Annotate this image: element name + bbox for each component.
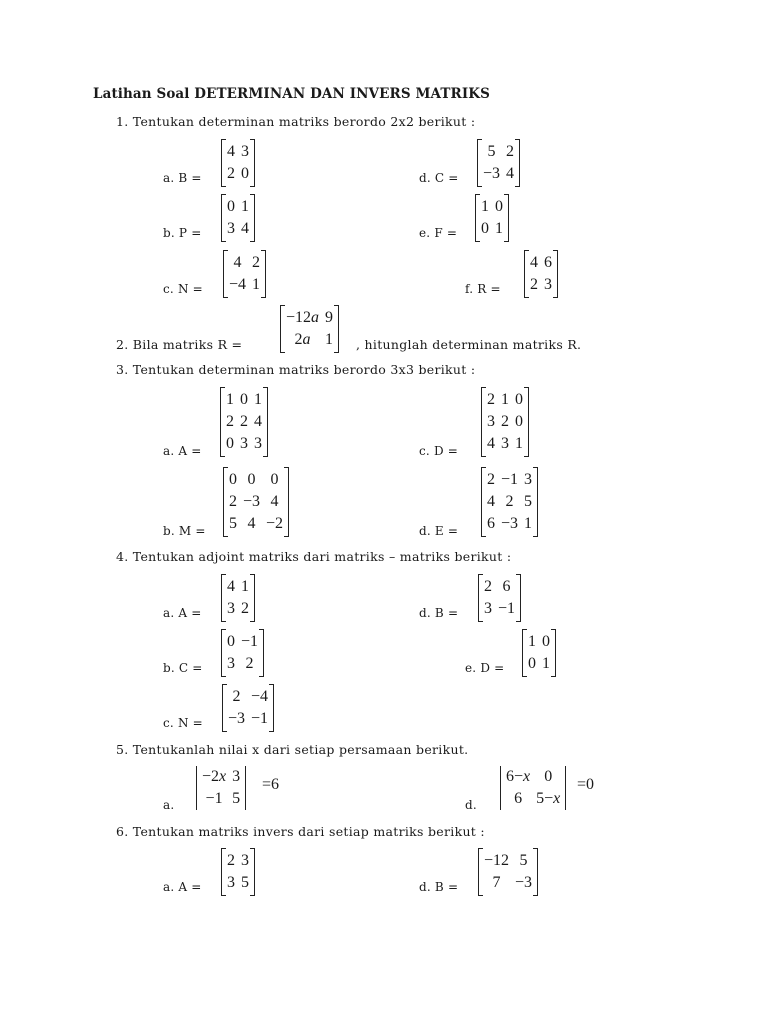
matrix-cell: 1 — [241, 198, 249, 215]
matrix-cell: 0 — [481, 220, 489, 237]
matrix-cell: −3 — [483, 165, 501, 182]
matrix-cell: 1 — [542, 655, 550, 672]
matrix-cell: −3 — [228, 710, 246, 727]
matrix-cell: −3 — [515, 874, 533, 891]
matrix-cell: 0 — [542, 633, 550, 650]
matrix-cell: 6−x — [506, 768, 531, 785]
matrix-cell: 6 — [544, 254, 552, 271]
matrix-cell: 2a — [294, 331, 311, 348]
matrix-cell: 4 — [270, 493, 279, 510]
matrix-cell: 3 — [240, 435, 248, 452]
matrix-cell: 3 — [254, 435, 262, 452]
matrix-cell: 5−x — [536, 790, 561, 807]
matrix-cell: 4 — [254, 413, 262, 430]
matrix-cell: 1 — [481, 198, 489, 215]
matrix-cell: 3 — [524, 471, 533, 488]
q3b-label: b. M = — [163, 524, 206, 538]
q1a-matrix — [221, 140, 255, 186]
matrix-cell: 0 — [270, 471, 279, 488]
matrix-cell: 0 — [226, 435, 234, 452]
matrix-cell: −3 — [243, 493, 261, 510]
q4b-label: b. C = — [163, 661, 203, 675]
matrix-cell: 0 — [495, 198, 503, 215]
matrix-cell: 3 — [501, 435, 509, 452]
matrix-cell: 0 — [247, 471, 256, 488]
q3c-matrix — [481, 388, 529, 456]
question-2-prefix: 2. Bila matriks R = — [116, 337, 243, 352]
matrix-cell: 2 — [487, 391, 495, 408]
matrix-cell: −4 — [229, 276, 247, 293]
matrix-cell: 1 — [252, 276, 261, 293]
q3c-label: c. D = — [419, 444, 459, 458]
q3d-matrix — [481, 468, 538, 536]
matrix-cell: 3 — [544, 276, 552, 293]
matrix-cell: 6 — [514, 790, 523, 807]
q4b-matrix — [221, 630, 264, 676]
q1b-matrix — [221, 195, 255, 241]
q2-matrix — [280, 306, 339, 352]
q1e-matrix — [475, 195, 509, 241]
matrix-cell: 3 — [241, 852, 249, 869]
matrix-cell: 4 — [233, 254, 242, 271]
matrix-cell: 2 — [227, 852, 235, 869]
matrix-cell: 0 — [544, 768, 553, 785]
matrix-cell: 3 — [227, 655, 235, 672]
matrix-cell: 2 — [232, 688, 241, 705]
matrix-cell: −2x — [202, 768, 227, 785]
matrix-cell: 0 — [528, 655, 536, 672]
matrix-cell: 0 — [229, 471, 237, 488]
matrix-cell: 2 — [229, 493, 237, 510]
matrix-cell: −4 — [251, 688, 269, 705]
matrix-cell: 2 — [241, 600, 249, 617]
matrix-cell: 3 — [227, 874, 235, 891]
q1b-label: b. P = — [163, 226, 202, 240]
matrix-cell: 4 — [506, 165, 515, 182]
matrix-cell: 1 — [495, 220, 503, 237]
matrix-cell: 4 — [247, 515, 256, 532]
matrix-cell: 2 — [252, 254, 261, 271]
matrix-cell: 1 — [241, 578, 249, 595]
q1a-label: a. B = — [163, 171, 202, 185]
q4a-matrix — [221, 575, 255, 621]
q3b-matrix — [223, 468, 289, 536]
matrix-cell: 1 — [325, 331, 334, 348]
matrix-cell: 3 — [487, 413, 495, 430]
matrix-cell: 2 — [487, 471, 495, 488]
q5a-label: a. — [163, 798, 175, 812]
matrix-cell: 4 — [227, 578, 235, 595]
matrix-cell: 4 — [241, 220, 249, 237]
q1c-label: c. N = — [163, 282, 203, 296]
matrix-cell: 2 — [245, 655, 254, 672]
q1c-matrix — [223, 251, 266, 297]
matrix-cell: −1 — [205, 790, 223, 807]
matrix-cell: 9 — [325, 309, 334, 326]
q1d-matrix — [477, 140, 520, 186]
q4e-matrix — [522, 630, 556, 676]
matrix-cell: 2 — [501, 413, 509, 430]
question-1: 1. Tentukan determinan matriks berordo 2x2 berikut : — [116, 114, 476, 129]
matrix-cell: 5 — [519, 852, 528, 869]
q5a-determinant — [196, 766, 246, 810]
matrix-cell: 2 — [484, 578, 492, 595]
matrix-cell: 4 — [227, 143, 235, 160]
matrix-cell: 5 — [241, 874, 249, 891]
matrix-cell: −12a — [286, 309, 320, 326]
matrix-cell: 6 — [502, 578, 511, 595]
matrix-cell: 0 — [515, 391, 523, 408]
matrix-cell: 3 — [232, 768, 241, 785]
q4e-label: e. D = — [465, 661, 505, 675]
matrix-cell: −3 — [501, 515, 519, 532]
matrix-cell: 4 — [487, 493, 495, 510]
matrix-cell: 5 — [487, 143, 496, 160]
q5d-label: d. — [465, 798, 477, 812]
q4c-matrix — [222, 685, 274, 731]
matrix-cell: 0 — [227, 633, 235, 650]
q1d-label: d. C = — [419, 171, 459, 185]
q3d-label: d. E = — [419, 524, 459, 538]
matrix-cell: 6 — [487, 515, 495, 532]
q5d-determinant — [500, 766, 566, 810]
matrix-cell: 5 — [232, 790, 241, 807]
matrix-cell: 0 — [240, 391, 248, 408]
matrix-cell: −1 — [501, 471, 519, 488]
matrix-cell: −1 — [241, 633, 259, 650]
matrix-cell: 4 — [530, 254, 538, 271]
matrix-cell: 2 — [506, 143, 515, 160]
matrix-cell: 3 — [241, 143, 249, 160]
matrix-cell: 1 — [528, 633, 536, 650]
matrix-cell: −12 — [484, 852, 510, 869]
matrix-cell: 4 — [487, 435, 495, 452]
matrix-cell: 2 — [240, 413, 248, 430]
matrix-cell: 2 — [227, 165, 235, 182]
matrix-cell: −2 — [266, 515, 284, 532]
q1f-matrix — [524, 251, 558, 297]
q4c-label: c. N = — [163, 716, 203, 730]
q6a-matrix — [221, 849, 255, 895]
matrix-cell: 3 — [484, 600, 492, 617]
matrix-cell: 5 — [229, 515, 237, 532]
q4a-label: a. A = — [163, 606, 202, 620]
matrix-cell: 1 — [524, 515, 533, 532]
q6a-label: a. A = — [163, 880, 202, 894]
matrix-cell: 5 — [524, 493, 533, 510]
matrix-cell: −1 — [498, 600, 516, 617]
q3a-matrix — [220, 388, 268, 456]
matrix-cell: −1 — [251, 710, 269, 727]
q5a-rhs: =6 — [262, 776, 280, 793]
q6d-label: d. B = — [419, 880, 459, 894]
matrix-cell: 0 — [227, 198, 235, 215]
matrix-cell: 3 — [227, 600, 235, 617]
question-2-suffix: , hitunglah determinan matriks R. — [356, 337, 582, 352]
matrix-cell: 2 — [530, 276, 538, 293]
question-3: 3. Tentukan determinan matriks berordo 3x3 berikut : — [116, 362, 476, 377]
matrix-cell: 2 — [505, 493, 514, 510]
matrix-cell: 0 — [515, 413, 523, 430]
matrix-cell: 1 — [254, 391, 262, 408]
matrix-cell: 7 — [492, 874, 501, 891]
question-6: 6. Tentukan matriks invers dari setiap matriks berikut : — [116, 824, 485, 839]
q3a-label: a. A = — [163, 444, 202, 458]
q1f-label: f. R = — [465, 282, 501, 296]
q5d-rhs: =0 — [577, 776, 595, 793]
matrix-cell: 1 — [501, 391, 509, 408]
matrix-cell: 2 — [226, 413, 234, 430]
matrix-cell: 1 — [226, 391, 234, 408]
question-4: 4. Tentukan adjoint matriks dari matriks – matriks berikut : — [116, 549, 512, 564]
q4d-label: d. B = — [419, 606, 459, 620]
matrix-cell: 0 — [241, 165, 249, 182]
question-5: 5. Tentukanlah nilai x dari setiap persamaan berikut. — [116, 742, 469, 757]
q6d-matrix — [478, 849, 538, 895]
matrix-cell: 1 — [515, 435, 523, 452]
q4d-matrix — [478, 575, 521, 621]
matrix-cell: 3 — [227, 220, 235, 237]
q1e-label: e. F = — [419, 226, 458, 240]
page-title: Latihan Soal DETERMINAN DAN INVERS MATRIKS — [93, 86, 490, 102]
